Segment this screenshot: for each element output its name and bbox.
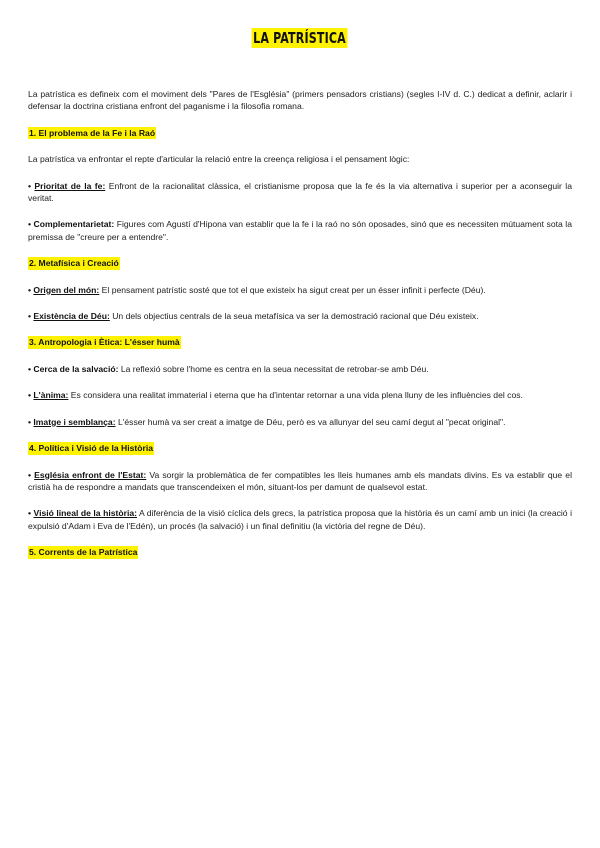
item-text: Enfront de la racionalitat clàssica, el cristianisme proposa que la fe és la via alternativa i superior per a aconseguir la veritat. [28, 180, 572, 204]
section-5 [28, 546, 572, 572]
bullet-glyph: • [28, 508, 34, 519]
item-term: Origen del món: [33, 284, 100, 295]
bullet-item [28, 389, 572, 401]
item-text: La reflexió sobre l'home es centra en la seua necessitat de retrobar-se amb Déu. [118, 363, 429, 374]
item-term: Església enfront de l'Estat: [34, 469, 147, 480]
section-heading: 4. Política i Visió de la Història [29, 443, 154, 454]
bullet-item [28, 218, 572, 243]
bullet-item [28, 180, 572, 205]
section-heading: 5. Corrents de la Patrística [29, 547, 138, 558]
bullet-glyph: • [28, 311, 34, 322]
item-text: Un dels objectius centrals de la seua metafísica va ser la demostració racional que Déu existeix. [109, 311, 479, 322]
bullet-glyph: • [28, 284, 34, 295]
item-text: A diferència de la visió cíclica dels grecs, la patrística proposa que la història és un camí amb un inici (la creació i expulsió d'Adam i Eva de l'Edén), un procés (la salvació) i un final definitiu (la victòria del regne de Déu). [28, 508, 572, 531]
section-2 [28, 257, 572, 322]
document-body [28, 88, 572, 573]
bullet-glyph: • [28, 363, 34, 374]
section-heading: 2. Metafísica i Creació [29, 258, 119, 269]
section-1 [28, 127, 572, 243]
title-block [0, 28, 600, 48]
bullet-glyph: • [28, 390, 34, 401]
intro-paragraph: La patrística es defineix com el moviment dels "Pares de l'Església" (primers pensadors cristians) (segles I-IV d. C.) dedicat a definir, aclarir i defensar la doctrina cristiana enfront del paganisme i la filosofia romana. [28, 89, 572, 112]
item-text: Va sorgir la problemàtica de fer compatibles les lleis humanes amb els mandats divins. Es va establir que el cristià ha de respondre a mandats que transcendeixen el món, situant-los per damunt de qualsevol estat. [28, 469, 572, 492]
bullet-item [28, 363, 572, 375]
section-3 [28, 336, 572, 428]
bullet-glyph: • [28, 469, 35, 480]
section-heading: 1. El problema de la Fe i la Raó [29, 127, 156, 138]
item-term: Prioritat de la fe: [34, 180, 106, 191]
bullet-glyph: • [28, 180, 35, 191]
item-text: Es considera una realitat immaterial i eterna que ha d'intentar retornar a una vida plena lluny de les influències del cos. [68, 390, 523, 401]
item-text: El pensament patrístic sosté que tot el que existeix ha sigut creat per un ésser infinit i perfecte (Déu). [99, 284, 486, 295]
bullet-item [28, 284, 572, 296]
section-lead: La patrística va enfrontar el repte d'articular la relació entre la creença religiosa i el pensament lògic: [28, 154, 410, 165]
page-title: LA PATRÍSTICA [253, 29, 347, 47]
item-text: L'ésser humà va ser creat a imatge de Déu, però es va allunyar del seu camí degut al "pecat original". [115, 416, 506, 427]
item-term: Complementarietat: [33, 219, 115, 230]
item-term: L'ànima: [33, 390, 69, 401]
item-term: Cerca de la salvació: [33, 363, 119, 374]
item-term: Imatge i semblança: [33, 416, 116, 427]
section-4 [28, 442, 572, 532]
item-term: Visió lineal de la història: [33, 508, 137, 519]
bullet-item [28, 416, 572, 428]
bullet-item [28, 310, 572, 322]
section-heading: 3. Antropologia i Ètica: L'ésser humà [29, 337, 180, 348]
bullet-item [28, 507, 572, 532]
bullet-item [28, 469, 572, 494]
item-term: Existència de Déu: [33, 311, 110, 322]
item-text: Figures com Agustí d'Hipona van establir que la fe i la raó no són oposades, sinó que es necessiten mútuament sota la premissa de "creure per a entendre". [28, 219, 572, 242]
bullet-glyph: • [28, 219, 34, 230]
bullet-glyph: • [28, 416, 34, 427]
